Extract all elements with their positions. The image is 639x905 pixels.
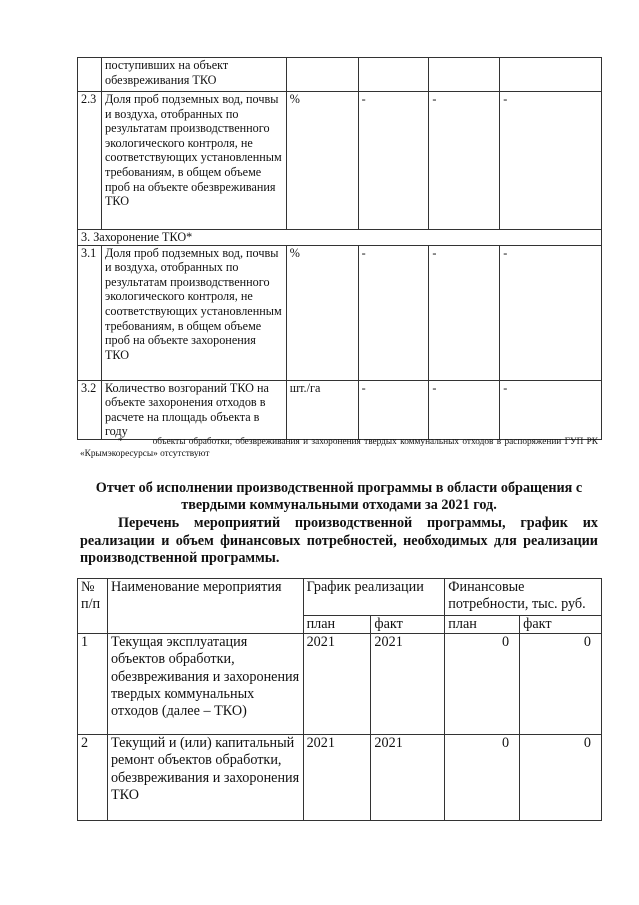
plan-year: 2021 [303,634,371,735]
finance-fact: 0 [520,735,602,821]
row-number: 3.1 [78,245,102,380]
footnote [80,436,598,460]
row-number: 2.3 [78,92,102,230]
value-cell: - [429,92,500,230]
value-cell: - [358,245,429,380]
header-fact: факт [520,616,602,634]
unit-cell: % [286,245,358,380]
table-header-row [78,579,602,616]
section-heading: Перечень мероприятий производственной программы, график их реализации и объем финансовых потребностей, необходимых для реализации производственной программы. [80,515,598,567]
unit-cell [286,58,358,92]
activity-name: Текущая эксплуатация объектов обработки, обезвреживания и захоронения твердых коммунальных отходов (далее – ТКО) [107,634,303,735]
activity-name: Текущий и (или) капитальный ремонт объектов обработки, обезвреживания и захоронения ТКО [107,735,303,821]
value-cell: - [500,380,602,439]
row-number: 1 [78,634,108,735]
value-cell [429,58,500,92]
indicator-name: Количество возгораний ТКО на объекте захоронения отходов в расчете на площадь объекта в году [101,380,286,439]
header-schedule: График реализации [303,579,445,616]
footnote-text: объекты обработки, обезвреживания и захоронения твердых коммунальных отходов в распоряжении ГУП РК «Крымэкоресурсы» отсутствуют [80,437,598,459]
report-title: Отчет об исполнении производственной программы в области обращения с твердыми коммунальными отходами за 2021 год. [95,480,583,513]
finance-plan: 0 [445,735,520,821]
footnote-marker: * [118,437,123,447]
activities-table [77,578,602,821]
header-activity-name: Наименование мероприятия [107,579,303,634]
unit-cell: шт./га [286,380,358,439]
header-finance: Финансовые потребности, тыс. руб. [445,579,602,616]
indicators-table [77,57,602,440]
section-title: 3. Захоронение ТКО* [78,230,602,246]
table-row [78,245,602,380]
row-number [78,58,102,92]
table-row [78,634,602,735]
value-cell: - [429,380,500,439]
value-cell: - [358,380,429,439]
fact-year: 2021 [371,735,445,821]
fact-year: 2021 [371,634,445,735]
table-row [78,380,602,439]
section-row [78,230,602,246]
row-number: 3.2 [78,380,102,439]
indicator-name: поступивших на объект обезвреживания ТКО [101,58,286,92]
value-cell: - [500,92,602,230]
value-cell: - [500,245,602,380]
unit-cell: % [286,92,358,230]
table-row [78,735,602,821]
value-cell [500,58,602,92]
value-cell: - [429,245,500,380]
row-number: 2 [78,735,108,821]
finance-plan: 0 [445,634,520,735]
table-row [78,58,602,92]
header-fact: факт [371,616,445,634]
indicator-name: Доля проб подземных вод, почвы и воздуха, отобранных по результатам производственного экологического контроля, не соответствующих установленным требованиям, в общем объеме проб на объекте обезвреживания ТКО [101,92,286,230]
header-number: № п/п [78,579,108,634]
table-row [78,92,602,230]
header-plan: план [303,616,371,634]
finance-fact: 0 [520,634,602,735]
value-cell: - [358,92,429,230]
value-cell [358,58,429,92]
indicator-name: Доля проб подземных вод, почвы и воздуха, отобранных по результатам производственного экологического контроля, не соответствующих установленным требованиям, в общем объеме проб на объекте захоронения ТКО [101,245,286,380]
plan-year: 2021 [303,735,371,821]
header-plan: план [445,616,520,634]
